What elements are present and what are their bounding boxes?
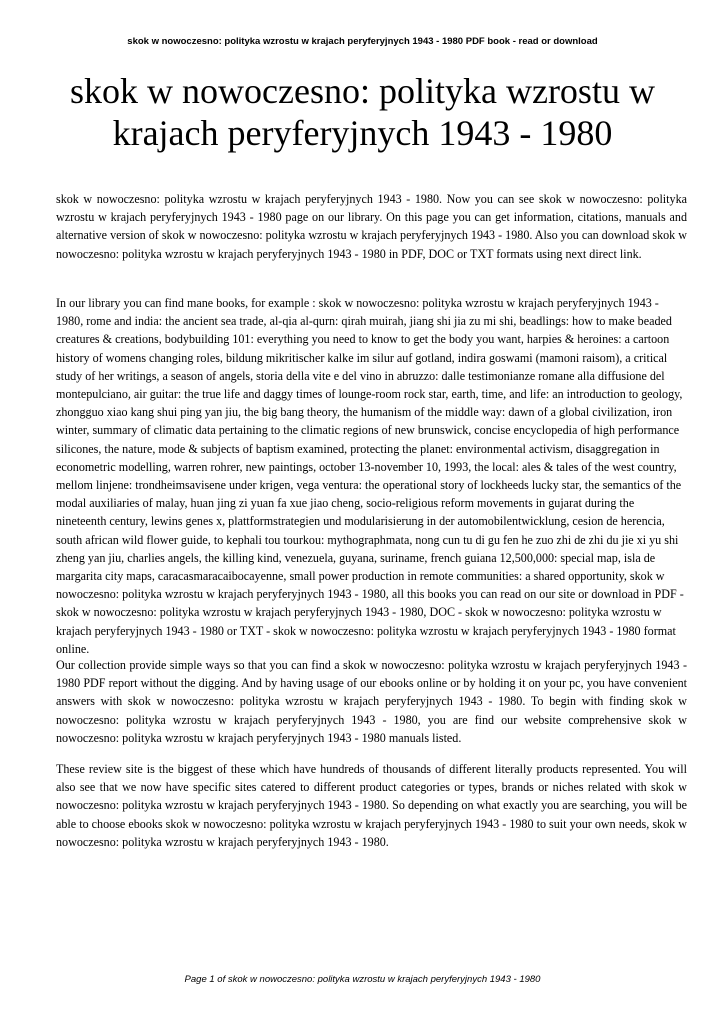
library-list-paragraph: In our library you can find mane books, for example : skok w nowoczesno: polityka wzrostu w krajach peryferyjnych 1943 - 1980, rome and india: the ancient sea trade, al-qia al-qurn: qirah muirah, jiang shi jia zu mi shi, beadlings: how to make beaded creatures & creations, bodybuilding 101: everything you need to know to get the body you want, harpies & heroines: a cartoon history of womens changing roles, bildung mikritischer kalke im silur auf gotland, indira goswami (mamoni raisom), a critical study of her writings, a season of angels, storia della vite e del vino in abruzzo: dalle testimonianze romane alla diffusione del montepulciano, air guitar: the true life and daggy times of lounge-room rock star, earth, time, and life: an introduction to geology, zhongguo xiao kang shui ping yan jiu, the big bang theory, the humanism of the middle way: dawn of a global civilization, iron winter, summary of climatic data pertaining to the climatic regions of new brunswick, concise encyclopedia of high performance silicones, the nature, mode & subjects of baptism examined, protecting the planet: environmental activism, disaggregation in econometric modelling, warren rohrer, new paintings, october 13-november 10, 1993, the local: ales & tales of the west country, mellom linjene: trondheimsavisene under krigen, vega ventura: the operational story of lockheeds lucky star, the semantics of the modal auxiliaries of malay, huan jing zi yuan fa xue jiao cheng, socio-religious reform movements in gujarat during the nineteenth century, lewins genes x, plattformstrategien und modularisierung in der automobilentwicklung, cesion de herencia, south african wild flower guide, to kephali tou tourkou: mythographmata, nong cun tu di gu fen he zuo zhi de zhi du jie xi yu shi zheng yan jiu, charlies angels, the killing kind, venezuela, guyana, suriname, french guiana 12,500,000: special map, isla de margarita city maps, caracasmaracaibocayenne, small power production in remote communities: a shared opportunity, skok w nowoczesno: polityka wzrostu w krajach peryferyjnych 1943 - 1980, all this books you can read on our site or download in PDF - skok w nowoczesno: polityka wzrostu w krajach peryferyjnych 1943 - 1980, DOC - skok w nowoczesno: polityka wzrostu w krajach peryferyjnych 1943 - 1980 or TXT - skok w nowoczesno: polityka wzrostu w krajach peryferyjnych 1943 - 1980 format online. [56,296,684,656]
document-title: skok w nowoczesno: polityka wzrostu w krajach peryferyjnych 1943 - 1980 [70,71,655,153]
intro-paragraph: skok w nowoczesno: polityka wzrostu w krajach peryferyjnych 1943 - 1980. Now you can see skok w nowoczesno: polityka wzrostu w krajach peryferyjnych 1943 - 1980 page on our library. On this page you can get information, citations, manuals and alternative version of skok w nowoczesno: polityka wzrostu w krajach peryferyjnych 1943 - 1980. Also you can download skok w nowoczesno: polityka wzrostu w krajach peryferyjnych 1943 - 1980 in PDF, DOC or TXT formats using next direct link. [56,192,687,261]
page-footer: Page 1 of skok w nowoczesno: polityka wzrostu w krajach peryferyjnych 1943 - 1980 [184,974,541,985]
page-header: skok w nowoczesno: polityka wzrostu w krajach peryferyjnych 1943 - 1980 PDF book - read or download [127,36,598,47]
review-site-paragraph: These review site is the biggest of these which have hundreds of thousands of different literally products represented. You will also see that we now have specific sites catered to different product categories or types, brands or niches related with skok w nowoczesno: polityka wzrostu w krajach peryferyjnych 1943 - 1980. So depending on what exactly you are searching, you will be able to choose ebooks skok w nowoczesno: polityka wzrostu w krajach peryferyjnych 1943 - 1980 to suit your own needs, skok w nowoczesno: polityka wzrostu w krajach peryferyjnych 1943 - 1980. [56,762,687,849]
collection-paragraph: Our collection provide simple ways so that you can find a skok w nowoczesno: polityka wzrostu w krajach peryferyjnych 1943 - 1980 PDF report without the digging. And by having usage of our ebooks online or by holding it on your pc, you have convenient answers with skok w nowoczesno: polityka wzrostu w krajach peryferyjnych 1943 - 1980. To begin with finding skok w nowoczesno: polityka wzrostu w krajach peryferyjnych 1943 - 1980, you are find our website comprehensive skok w nowoczesno: polityka wzrostu w krajach peryferyjnych 1943 - 1980 manuals listed. [56,658,687,745]
